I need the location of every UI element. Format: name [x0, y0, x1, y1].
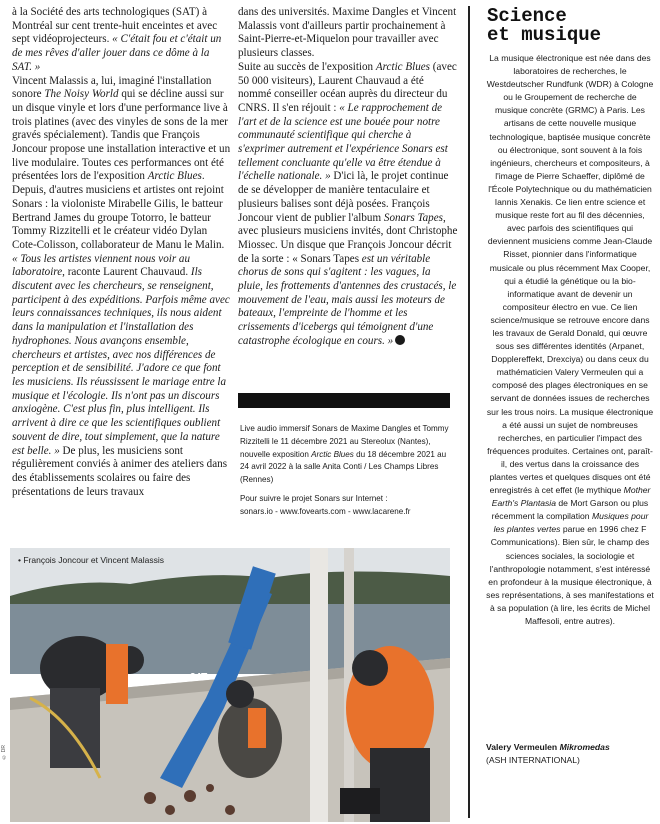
sidebar-title: Science et musique [487, 5, 602, 46]
record-credit [486, 741, 654, 767]
article-caption [240, 423, 450, 525]
paragraph: Vincent Malassis a, lui, imaginé l'installation sonore The Noisy World qui se décline aussi sur un disque vinyle et lors d'une performance live à trois platines (avec des vinyles de sons de la mer gravés spécialement). Tandis que François Joncour propose une installation interactive et un live modulaire. Toutes ces performances ont été présentées lors de l'exposition Arctic Blues. Depuis, d'autres musiciens et artistes ont rejoint Sonars : la violoniste Mirabelle Gilis, le batteur Bertrand James du groupe Totorro, le batteur Tommy Rizzitelli et le créateur vidéo Dylan Cote-Colisson, collaborateur de Manu le Malin. [12, 74, 231, 251]
paragraph: à la Société des arts technologiques (SAT) à Montréal sur cent trente-huit enceintes et avec sept vidéoprojecteurs. « C'était fou et c'était un de mes rêves d'aller jouer dans ce dôme à la SAT. » [12, 6, 222, 73]
photo-credit: © DR [1, 745, 7, 760]
article-photo [10, 548, 450, 822]
paragraph: dans des universités. Maxime Dangles et Vincent Malassis vont d'ailleurs partir prochainement à Saint-Pierre-et-Miquelon pour travailler avec plusieurs classes. [238, 6, 457, 60]
paragraph: Suite au succès de l'exposition Arctic Blues (avec 50 000 visiteurs), Laurent Chauvaud a été nommé conseiller océan auprès du directeur du CNRS. Il s'en réjouit : « Le rapprochement de l'art et de la science est une bouée pour notre communauté scientifique qui cherche à s'exprimer autrement et l'expérience Sonars est tellement concluante qu'elle va être étendue à l'échelle nationale. » D'ici là, le projet continue de se développer de manière tentaculaire et plusieurs balises sont déjà posées. François Joncour vient de publier l'album Sonars Tapes, avec plusieurs musiciens invités, dont Christophe Miossec. Un disque que François Joncour décrit de la sorte : « Sonars Tapes est un véritable chorus de sons qui s'agitent : les vagues, la pluie, les frottements d'antennes des crustacés, le mouvement de l'eau, mais aussi les moteurs de bateaux, l'empreinte de l'homme et les crissements d'icebergs qui témoignent d'une catastrophe écologique en cours. » [238, 60, 458, 347]
photo-caption: • François Joncour et Vincent Malassis [18, 555, 164, 565]
boat-deck-photo [10, 548, 450, 822]
crane-label: 24T [190, 672, 208, 683]
article-column-2 [238, 6, 458, 349]
event-caption: Live audio immersif Sonars de Maxime Dangles et Tommy Rizzitelli le 11 décembre 2021 au Stereolux (Nantes), nouvelle exposition Arctic Blues du 18 décembre 2021 au 24 avril 2022 à la salle Anita Conti / Les Champs Libres (Rennes) [240, 424, 449, 485]
sidebar-divider [468, 6, 470, 818]
black-bar [238, 393, 450, 408]
record-label: (ASH INTERNATIONAL) [486, 755, 580, 765]
end-of-text-icon [395, 335, 405, 345]
sidebar-paragraph: La musique électronique est née dans des laboratoires de recherches, le Westdeutscher Rundfunk (WDR) à Cologne ou le Groupement de recherche de musique concrète (GRMC) à Paris. Les artisans de cette nouvelle musique technologique, baptisée musique concrète ou électronique, sont souvent à la fois ingénieurs, chercheurs et compositeurs, à l'image de Pierre Schaeffer, diplômé de l'École Polytechnique ou du mathématicien Iannis Xenakis. Ce lien entre science et musique reste fort au fil des décennies, avec parfois des scientifiques qui deviennent musiciens comme Jean-Claude Risset, pionnier dans l'informatique musicale ou plus récemment Max Cooper, qui a étudié la génétique ou la bio-informatique avant de devenir un compositeur électro en vue. Ce lien science/musique se retrouve encore dans les travaux de Gerald Donald, qui œuvre sous ses différentes identités (Arpanet, Dopplereffekt, Drexciya) ou dans ceux du mathématicien Valery Vermeulen qui a composé des plages électroniques en se servant de données issues de recherches sur les trous noirs. La musique électronique a été aussi un sujet de nombreuses recherches, en particulier l'impact des fréquences produites. Certaines ont, paraît-il, des vertus dans la croissance des plantes vertes et quelques disques ont été enregistrés à cet effet (le mythique Mother Earth's Plantasia de Mort Garson ou plus récemment la compilation Musiques pour les plantes vertes parue en 1996 chez F Communications). Bien sûr, le champ des sciences sociales, la sociologie et l'anthropologie notamment, s'est intéressé en profondeur à la musique électronique, à ses représentations, à ses manifestations et à sa population (à lire, les écrits de Michel Maffesoli, entre autres). [486, 53, 654, 627]
sidebar-body [486, 52, 654, 628]
paragraph: « Tous les artistes viennent nous voir au laboratoire, raconte Laurent Chauvaud. Ils discutent avec les chercheurs, se renseignent, participent à des expéditions. Parfois même avec leurs connaissances techniques, ils nous aident dans la manipulation et l'installation des hydrophones. Nous avançons ensemble, chercheurs et artistes, avec nos différences de perception et de sensibilité. J'adore ce que font les musiciens. Ils réussissent le mariage entre la musique et l'écologie. Ils n'ont pas un discours anxiogène. C'est plus fin, plus intelligent. Ils arrivent à dire ce que les scientifiques oublient souvent de dire, tout simplement, que la nature est belle. » De plus, les musiciens sont régulièrement conviés à animer des ateliers dans des établissements scolaires ou faire des présentations de leurs travaux [12, 252, 230, 498]
article-column-1 [12, 6, 232, 499]
links-caption: Pour suivre le projet Sonars sur Internet : sonars.io - www.fovearts.com - www.lacarene.fr [240, 493, 411, 516]
record-credit-line: Valery Vermeulen Mikromedas [486, 742, 610, 752]
